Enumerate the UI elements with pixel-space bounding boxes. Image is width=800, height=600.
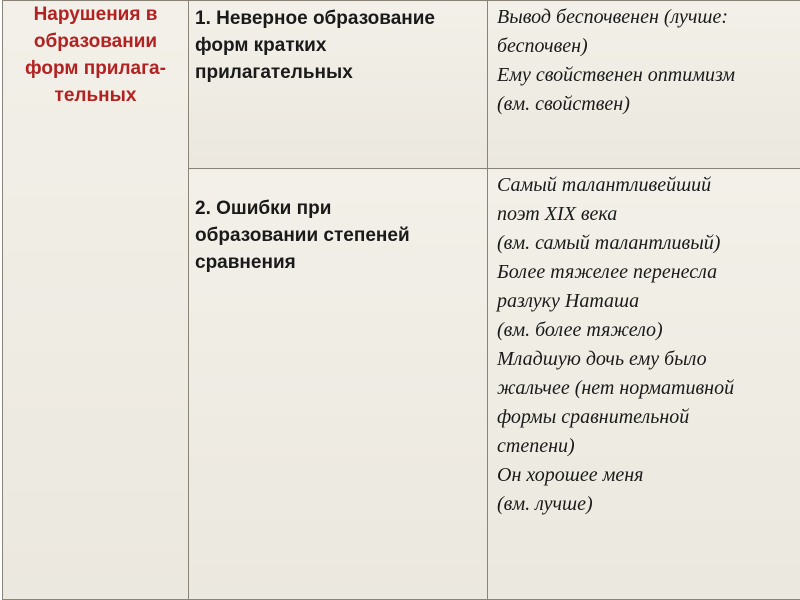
example-line: (вм. свойствен) (497, 93, 630, 115)
error-type-1 (189, 1, 487, 86)
example-line: Ему свойственен оптимизм (497, 64, 736, 86)
example-line: Более тяжелее перенесла (497, 261, 718, 283)
example-line: (вм. самый талантливый) (497, 232, 721, 254)
category-label-line: образовании (33, 31, 158, 52)
error-type-cell (189, 1, 488, 169)
example-line: Младшую дочь ему было (497, 348, 707, 370)
examples-2 (488, 169, 800, 519)
table-row (3, 1, 800, 169)
error-type-line: 1. Неверное образование (195, 8, 435, 29)
example-line: Он хорошее меня (497, 464, 644, 486)
error-type-line: 2. Ошибки при (195, 198, 332, 219)
errors-table (2, 0, 800, 600)
error-type-line: прилагательных (195, 62, 353, 83)
error-type-cell (189, 169, 488, 600)
error-type-2 (189, 169, 487, 276)
example-line: (вм. лучше) (497, 493, 593, 515)
error-type-line: форм кратких (195, 35, 327, 56)
category-cell (3, 1, 189, 600)
examples-cell (488, 169, 800, 600)
error-type-line: образовании степеней (195, 225, 410, 246)
example-line: Вывод беспочвенен (лучше: (497, 6, 729, 28)
example-line: жальчее (нет нормативной (497, 377, 735, 399)
example-line: поэт XIX века (497, 203, 618, 225)
example-line: степени) (497, 435, 575, 457)
example-line: формы сравнительной (497, 406, 690, 428)
examples-1 (488, 1, 800, 119)
category-label-line: тельных (54, 85, 137, 106)
example-line: разлуку Наташа (497, 290, 640, 312)
category-label-line: Нарушения в (33, 4, 158, 25)
example-line: беспочвен) (497, 35, 588, 57)
example-line: Самый талантливейший (497, 174, 712, 196)
category-label-line: форм прилага- (25, 58, 166, 79)
category-label (3, 1, 188, 109)
error-type-line: сравнения (195, 252, 296, 273)
examples-cell (488, 1, 800, 169)
example-line: (вм. более тяжело) (497, 319, 663, 341)
